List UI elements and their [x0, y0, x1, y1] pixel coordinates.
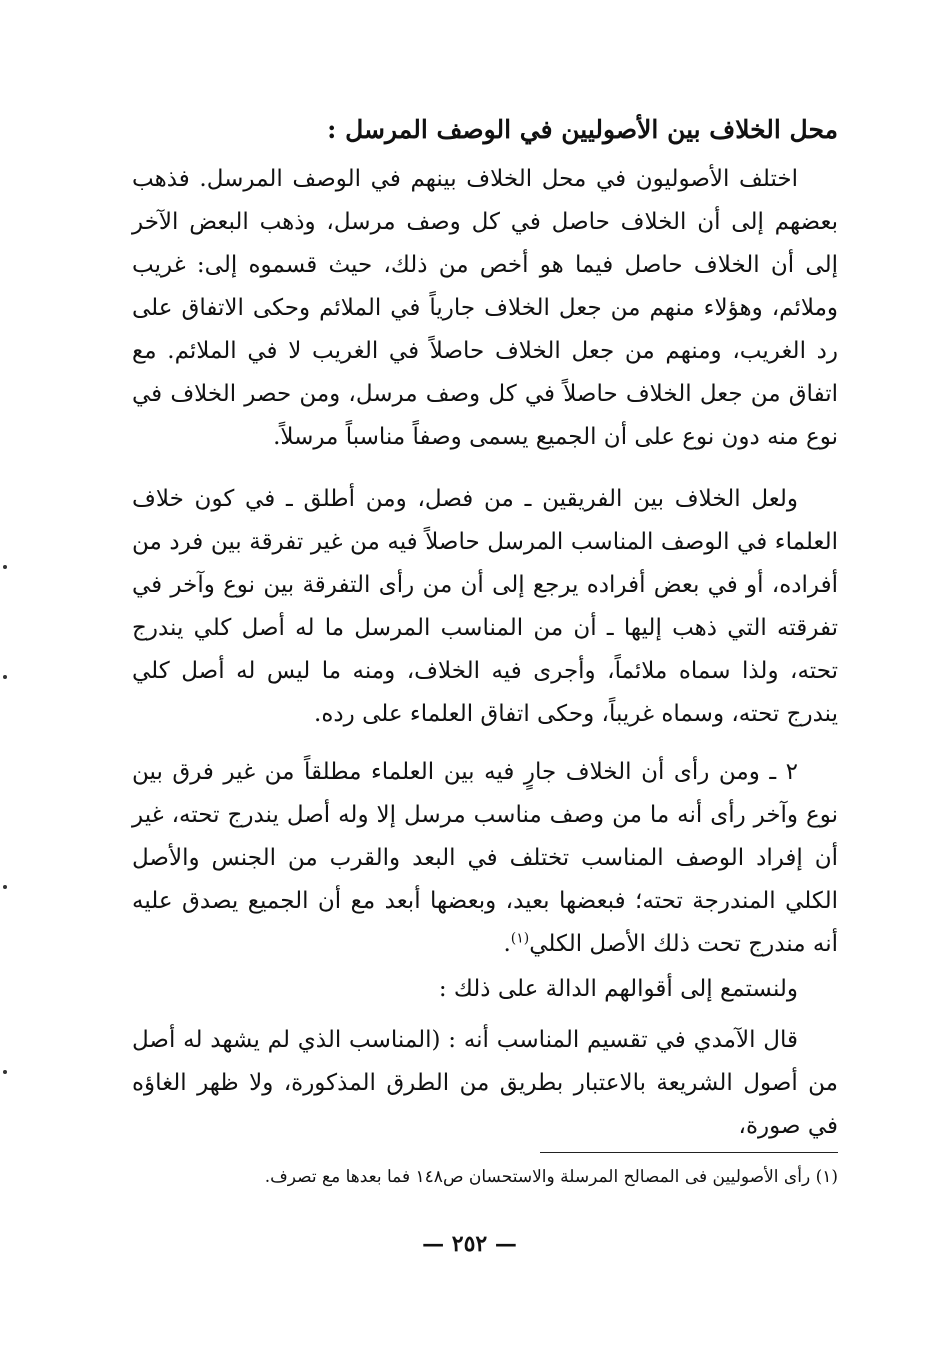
scan-speck: [3, 1070, 7, 1074]
paragraph-4: [132, 968, 838, 1011]
footnote-text: (١) رأى الأصوليين فى المصالح المرسلة والاستحسان ص١٤٨ فما بعدها مع تصرف.: [264, 1167, 838, 1187]
footnote-divider: [540, 1152, 838, 1153]
scan-speck: [3, 675, 7, 679]
section-heading: محل الخلاف بين الأصوليين في الوصف المرسل :: [327, 115, 838, 144]
paragraph-2-text: ولعل الخلاف بين الفريقين ـ من فصل، ومن أطلق ـ في كون خلاف العلماء في الوصف المناسب المرسل حاصلاً فيه من غير تفرقة بين فرد من أفراده، أو في بعض أفراده يرجع إلى أن من رأى التفرقة بين نوع وآخر في تفرقته التي ذهب إليها ـ أن من المناسب المرسل ما له أصل كلي يندرج تحته، ولذا سماه ملائماً، وأجرى فيه الخلاف، ومنه ما ليس له أصل كلي يندرج تحته، وسماه غريباً، وحكى اتفاق العلماء على رده.: [132, 486, 838, 727]
paragraph-1: [132, 158, 838, 459]
scan-speck: [3, 885, 7, 889]
paragraph-5: [132, 1019, 838, 1148]
paragraph-5-text: قال الآمدي في تقسيم المناسب أنه : (المناسب الذي لم يشهد له أصل من أصول الشريعة بالاعتبار بطريق من الطرق المذكورة، ولا ظهر الغاؤه في صورة،: [132, 1027, 838, 1139]
paragraph-3-body: ٢ ـ ومن رأى أن الخلاف جارٍ فيه بين العلماء مطلقاً من غير فرق بين نوع وآخر رأى أنه ما من وصف مناسب مرسل إلا وله أصل يندرج تحته، غير أن إفراد الوصف المناسب تختلف في البعد والقرب من الجنس والأصل الكلي المندرجة تحته؛ فبعضها بعيد، وبعضها أبعد مع أن الجميع يصدق عليه أنه مندرج تحت ذلك الأصل الكلي: [132, 759, 838, 957]
paragraph-3-text: [132, 751, 838, 966]
scan-speck: [3, 565, 7, 569]
paragraph-3: [132, 751, 838, 966]
paragraph-3-end: .: [503, 931, 511, 957]
footnote-reference: (١): [510, 930, 530, 947]
paragraph-4-text: ولنستمع إلى أقوالهم الدالة على ذلك :: [438, 976, 798, 1002]
page-number: — ٢٥٢ —: [422, 1231, 517, 1257]
paragraph-1-text: اختلف الأصوليون في محل الخلاف بينهم في الوصف المرسل. فذهب بعضهم إلى أن الخلاف حاصل في كل وصف مرسل، وذهب البعض الآخر إلى أن الخلاف حاصل فيما هو أخص من ذلك، حيث قسموه إلى: غريب وملائم، وهؤلاء منهم من جعل الخلاف جارياً في الملائم وحكى الاتفاق على رد الغريب، ومنهم من جعل الخلاف حاصلاً في الغريب لا في الملائم. مع اتفاق من جعل الخلاف حاصلاً في كل وصف مرسل، ومن حصر الخلاف في نوع منه دون نوع على أن الجميع يسمى وصفاً مناسباً مرسلاً.: [132, 166, 838, 450]
paragraph-2: [132, 478, 838, 736]
